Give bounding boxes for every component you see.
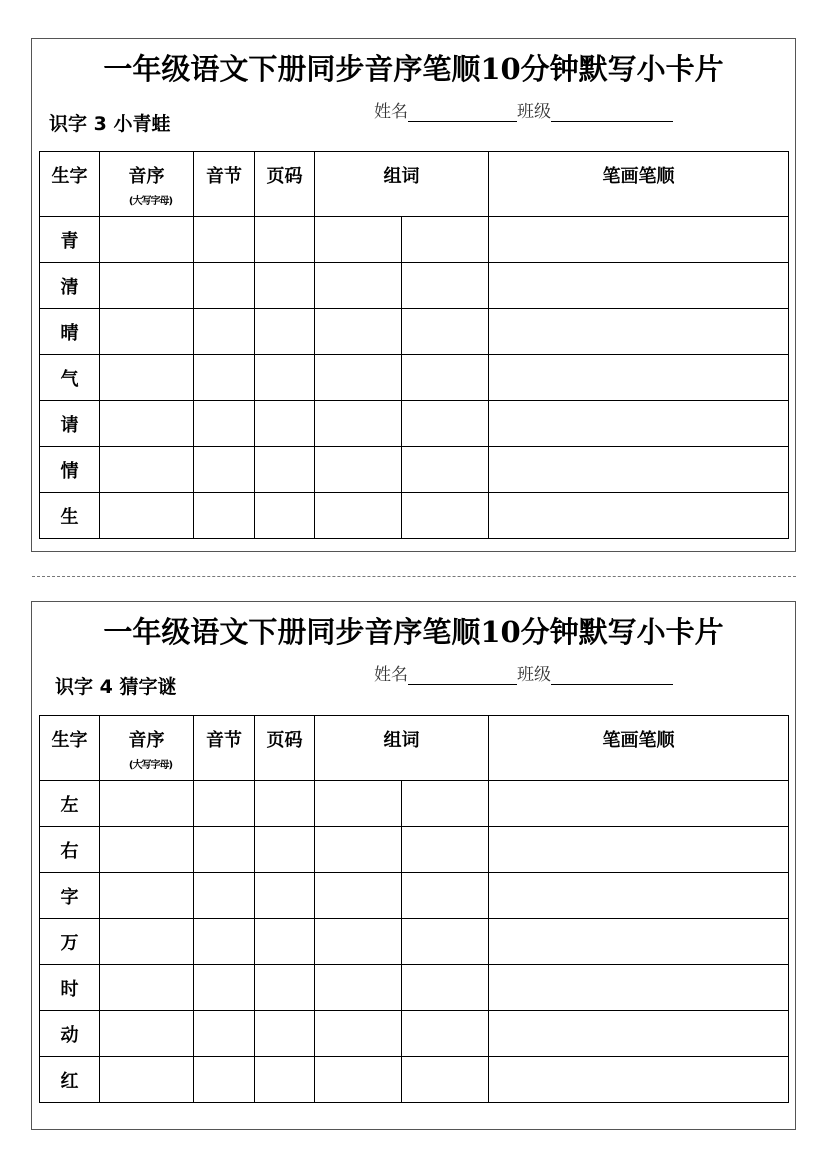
character-cell: 红 xyxy=(40,1057,100,1103)
header-strokes: 笔画笔顺 xyxy=(489,716,789,781)
dictation-table xyxy=(39,151,789,539)
stroke-cell[interactable] xyxy=(489,263,789,309)
header-page: 页码 xyxy=(255,716,315,781)
lesson-title: 识字 3 小青蛙 xyxy=(49,113,171,135)
stroke-cell[interactable] xyxy=(489,827,789,873)
word-cell-2[interactable] xyxy=(402,493,489,539)
word-cell-2[interactable] xyxy=(402,401,489,447)
header-syllable: 音节 xyxy=(194,716,255,781)
order-cell[interactable] xyxy=(100,1011,194,1057)
word-cell-1[interactable] xyxy=(315,919,402,965)
header-order-label: 音序 xyxy=(128,166,165,187)
syllable-cell[interactable] xyxy=(194,1011,255,1057)
order-cell[interactable] xyxy=(100,493,194,539)
table-row xyxy=(40,263,789,309)
stroke-cell[interactable] xyxy=(489,493,789,539)
table-row xyxy=(40,919,789,965)
page-cell[interactable] xyxy=(255,781,315,827)
character-cell: 字 xyxy=(40,873,100,919)
table-row xyxy=(40,493,789,539)
table-row xyxy=(40,401,789,447)
order-cell[interactable] xyxy=(100,781,194,827)
character-cell: 动 xyxy=(40,1011,100,1057)
syllable-cell[interactable] xyxy=(194,401,255,447)
order-cell[interactable] xyxy=(100,355,194,401)
syllable-cell[interactable] xyxy=(194,965,255,1011)
table-row xyxy=(40,827,789,873)
stroke-cell[interactable] xyxy=(489,1057,789,1103)
order-cell[interactable] xyxy=(100,263,194,309)
table-row xyxy=(40,309,789,355)
stroke-cell[interactable] xyxy=(489,355,789,401)
page-cell[interactable] xyxy=(255,1011,315,1057)
page-cell[interactable] xyxy=(255,401,315,447)
word-cell-1[interactable] xyxy=(315,401,402,447)
stroke-cell[interactable] xyxy=(489,965,789,1011)
table-row xyxy=(40,1011,789,1057)
card-title: 一年级语文下册同步音序笔顺10分钟默写小卡片 xyxy=(103,52,724,86)
character-cell: 左 xyxy=(40,781,100,827)
lesson-title: 识字 4 猜字谜 xyxy=(55,676,177,698)
character-cell: 生 xyxy=(40,493,100,539)
page-cell[interactable] xyxy=(255,493,315,539)
word-cell-1[interactable] xyxy=(315,781,402,827)
order-cell[interactable] xyxy=(100,447,194,493)
word-cell-2[interactable] xyxy=(402,873,489,919)
character-cell: 清 xyxy=(40,263,100,309)
character-cell: 晴 xyxy=(40,309,100,355)
syllable-cell[interactable] xyxy=(194,355,255,401)
dictation-card-1 xyxy=(31,38,796,552)
name-class-line xyxy=(374,97,673,122)
page-cell[interactable] xyxy=(255,919,315,965)
page-cell[interactable] xyxy=(255,965,315,1011)
character-cell: 时 xyxy=(40,965,100,1011)
order-cell[interactable] xyxy=(100,827,194,873)
name-label: 姓名 xyxy=(374,102,408,122)
dictation-card-2 xyxy=(31,601,796,1130)
stroke-cell[interactable] xyxy=(489,1011,789,1057)
table-row xyxy=(40,965,789,1011)
word-cell-1[interactable] xyxy=(315,827,402,873)
header-order xyxy=(100,716,194,781)
word-cell-2[interactable] xyxy=(402,781,489,827)
word-cell-1[interactable] xyxy=(315,873,402,919)
stroke-cell[interactable] xyxy=(489,309,789,355)
stroke-cell[interactable] xyxy=(489,919,789,965)
word-cell-2[interactable] xyxy=(402,263,489,309)
word-cell-2[interactable] xyxy=(402,919,489,965)
page-cell[interactable] xyxy=(255,1057,315,1103)
stroke-cell[interactable] xyxy=(489,873,789,919)
header-order-note: (大写字母) xyxy=(128,760,173,771)
page-cell[interactable] xyxy=(255,447,315,493)
character-cell: 请 xyxy=(40,401,100,447)
character-cell: 右 xyxy=(40,827,100,873)
syllable-cell[interactable] xyxy=(194,309,255,355)
order-cell[interactable] xyxy=(100,401,194,447)
stroke-cell[interactable] xyxy=(489,401,789,447)
header-order-label: 音序 xyxy=(128,730,165,751)
class-blank[interactable] xyxy=(551,103,673,122)
header-syllable: 音节 xyxy=(194,152,255,217)
header-row xyxy=(40,716,789,781)
word-cell-1[interactable] xyxy=(315,1011,402,1057)
word-cell-1[interactable] xyxy=(315,217,402,263)
syllable-cell[interactable] xyxy=(194,263,255,309)
word-cell-1[interactable] xyxy=(315,309,402,355)
syllable-cell[interactable] xyxy=(194,919,255,965)
header-order xyxy=(100,152,194,217)
class-blank[interactable] xyxy=(551,666,673,685)
page-cell[interactable] xyxy=(255,827,315,873)
character-cell: 青 xyxy=(40,217,100,263)
order-cell[interactable] xyxy=(100,965,194,1011)
table-row xyxy=(40,873,789,919)
order-cell[interactable] xyxy=(100,217,194,263)
word-cell-2[interactable] xyxy=(402,355,489,401)
syllable-cell[interactable] xyxy=(194,217,255,263)
word-cell-2[interactable] xyxy=(402,1011,489,1057)
syllable-cell[interactable] xyxy=(194,493,255,539)
table-row xyxy=(40,217,789,263)
class-label: 班级 xyxy=(517,665,551,685)
page-cell[interactable] xyxy=(255,355,315,401)
word-cell-1[interactable] xyxy=(315,965,402,1011)
word-cell-1[interactable] xyxy=(315,1057,402,1103)
word-cell-2[interactable] xyxy=(402,447,489,493)
syllable-cell[interactable] xyxy=(194,873,255,919)
syllable-cell[interactable] xyxy=(194,1057,255,1103)
order-cell[interactable] xyxy=(100,873,194,919)
class-label: 班级 xyxy=(517,102,551,122)
cut-line xyxy=(32,576,796,577)
character-cell: 情 xyxy=(40,447,100,493)
table-row xyxy=(40,781,789,827)
word-cell-2[interactable] xyxy=(402,827,489,873)
header-strokes: 笔画笔顺 xyxy=(489,152,789,217)
order-cell[interactable] xyxy=(100,919,194,965)
word-cell-2[interactable] xyxy=(402,965,489,1011)
page-cell[interactable] xyxy=(255,263,315,309)
name-label: 姓名 xyxy=(374,665,408,685)
word-cell-1[interactable] xyxy=(315,355,402,401)
word-cell-1[interactable] xyxy=(315,493,402,539)
card-title: 一年级语文下册同步音序笔顺10分钟默写小卡片 xyxy=(103,615,724,649)
header-words: 组词 xyxy=(315,152,489,217)
name-class-line xyxy=(374,660,673,685)
word-cell-1[interactable] xyxy=(315,263,402,309)
header-char: 生字 xyxy=(40,716,100,781)
word-cell-2[interactable] xyxy=(402,217,489,263)
name-blank[interactable] xyxy=(408,103,517,122)
word-cell-2[interactable] xyxy=(402,1057,489,1103)
syllable-cell[interactable] xyxy=(194,447,255,493)
header-row xyxy=(40,152,789,217)
stroke-cell[interactable] xyxy=(489,781,789,827)
word-cell-2[interactable] xyxy=(402,309,489,355)
stroke-cell[interactable] xyxy=(489,447,789,493)
dictation-table xyxy=(39,715,789,1103)
header-char: 生字 xyxy=(40,152,100,217)
header-page: 页码 xyxy=(255,152,315,217)
page-cell[interactable] xyxy=(255,309,315,355)
word-cell-1[interactable] xyxy=(315,447,402,493)
stroke-cell[interactable] xyxy=(489,217,789,263)
table-row xyxy=(40,1057,789,1103)
name-blank[interactable] xyxy=(408,666,517,685)
table-row xyxy=(40,447,789,493)
syllable-cell[interactable] xyxy=(194,827,255,873)
page-cell[interactable] xyxy=(255,873,315,919)
syllable-cell[interactable] xyxy=(194,781,255,827)
character-cell: 气 xyxy=(40,355,100,401)
header-order-note: (大写字母) xyxy=(128,196,173,207)
order-cell[interactable] xyxy=(100,309,194,355)
table-row xyxy=(40,355,789,401)
page-cell[interactable] xyxy=(255,217,315,263)
character-cell: 万 xyxy=(40,919,100,965)
order-cell[interactable] xyxy=(100,1057,194,1103)
header-words: 组词 xyxy=(315,716,489,781)
